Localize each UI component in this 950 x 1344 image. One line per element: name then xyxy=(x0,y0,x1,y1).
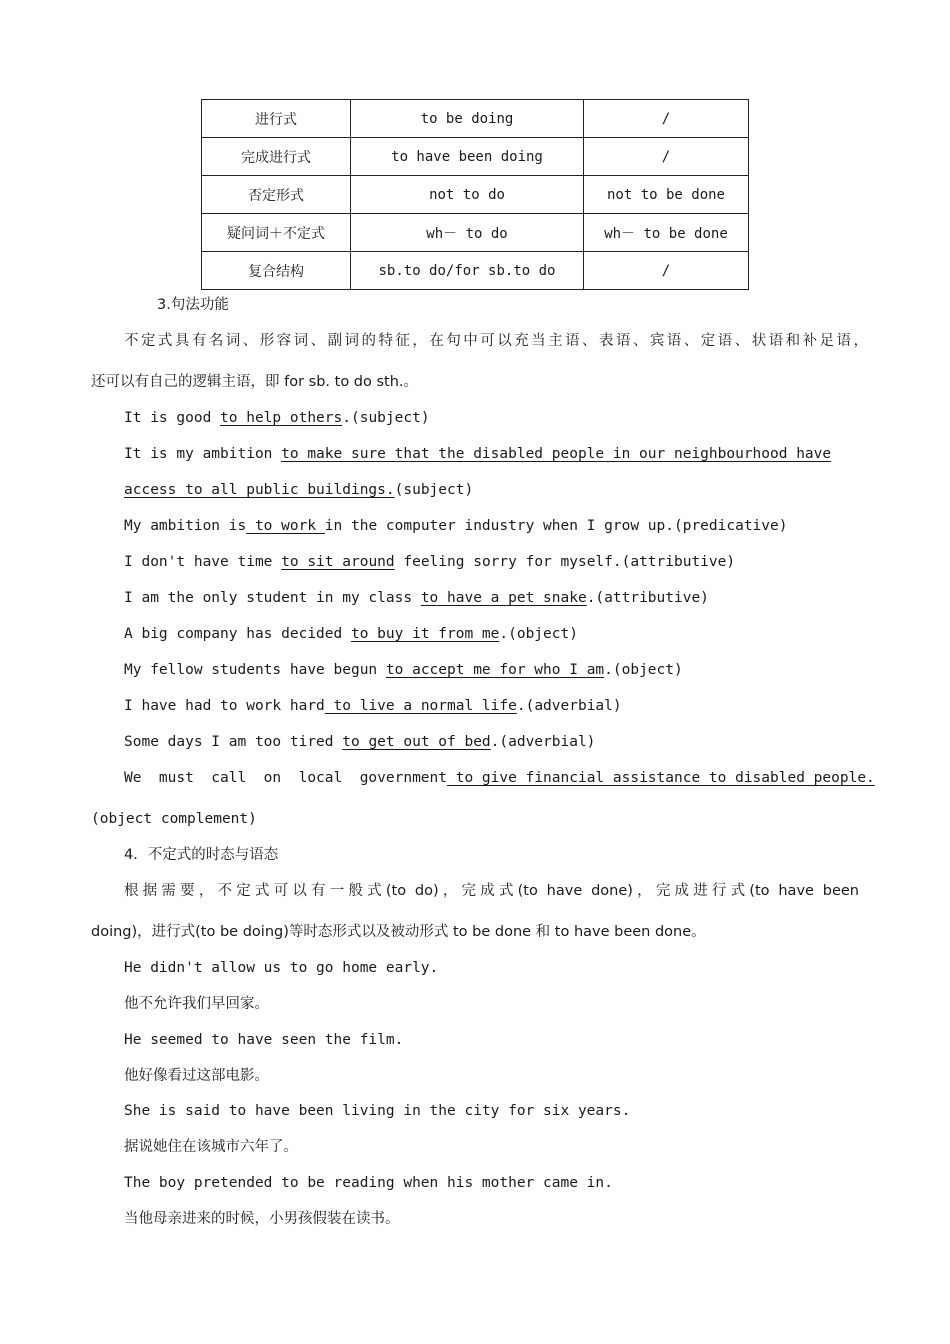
active-form-cell: not to do xyxy=(351,176,584,214)
example-sentence: It is my ambition to make sure that the disabled people in our neighbourhood have xyxy=(124,446,832,462)
table-row xyxy=(202,176,749,214)
underlined-infinitive: to give financial assistance to disabled people. xyxy=(447,770,875,786)
example-sentence: It is good to help others.(subject) xyxy=(124,410,430,426)
paragraph-line: doing)，进行式(to be doing)等时态形式以及被动形式 to be done 和 to have been done。 xyxy=(91,924,706,940)
chinese-translation: 当他母亲进来的时候，小男孩假装在读书。 xyxy=(124,1211,400,1227)
example-sentence: I don't have time to sit around feeling sorry for myself.(attributive) xyxy=(124,554,736,570)
active-form-cell: wh－ to do xyxy=(351,214,584,252)
passive-form-cell: wh－ to be done xyxy=(584,214,749,252)
paragraph-line: 不定式具有名词、形容词、副词的特征，在句中可以充当主语、表语、宾语、定语、状语和补足语， xyxy=(124,333,868,349)
passive-form-cell: / xyxy=(584,100,749,138)
english-example: He seemed to have seen the film. xyxy=(124,1032,404,1048)
example-sentence: access to all public buildings.(subject) xyxy=(124,482,474,498)
example-sentence: My fellow students have begun to accept me for who I am.(object) xyxy=(124,662,683,678)
underlined-infinitive: to get out of bed xyxy=(342,734,491,750)
passive-form-cell: / xyxy=(584,138,749,176)
form-name-cell: 否定形式 xyxy=(202,176,351,214)
underlined-infinitive: to work xyxy=(246,518,325,534)
english-example: She is said to have been living in the city for six years. xyxy=(124,1103,631,1119)
active-form-cell: sb.to do/for sb.to do xyxy=(351,252,584,290)
form-name-cell: 进行式 xyxy=(202,100,351,138)
form-name-cell: 完成进行式 xyxy=(202,138,351,176)
paragraph-line: 还可以有自己的逻辑主语，即 for sb. to do sth.。 xyxy=(91,374,419,390)
table-row xyxy=(202,100,749,138)
infinitive-forms-table xyxy=(201,99,749,290)
underlined-infinitive: to have a pet snake xyxy=(420,590,587,606)
section-heading: 4．不定式的时态与语态 xyxy=(124,847,279,863)
underlined-infinitive: to help others xyxy=(220,410,343,426)
example-sentence: My ambition is to work in the computer industry when I grow up.(predicative) xyxy=(124,518,788,534)
example-sentence: Some days I am too tired to get out of bed.(adverbial) xyxy=(124,734,596,750)
active-form-cell: to be doing xyxy=(351,100,584,138)
chinese-translation: 据说她住在该城市六年了。 xyxy=(124,1139,298,1155)
underlined-infinitive: to buy it from me xyxy=(350,626,500,642)
underlined-infinitive: to live a normal life xyxy=(324,698,517,714)
example-sentence: I have had to work hard to live a normal life.(adverbial) xyxy=(124,698,622,714)
example-sentence: A big company has decided to buy it from me.(object) xyxy=(124,626,578,642)
table-row xyxy=(202,214,749,252)
section-heading: 3.句法功能 xyxy=(157,297,229,313)
english-example: The boy pretended to be reading when his mother came in. xyxy=(124,1175,613,1191)
underlined-infinitive: to accept me for who I am xyxy=(385,662,605,678)
table-row xyxy=(202,138,749,176)
passive-form-cell: not to be done xyxy=(584,176,749,214)
paragraph-line: 根据需要，不定式可以有一般式(to do)，完成式(to have done)，完成进行式(to have been xyxy=(124,883,859,899)
chinese-translation: 他好像看过这部电影。 xyxy=(124,1068,269,1084)
example-sentence: We must call on local government to give financial assistance to disabled people. xyxy=(124,770,875,786)
form-name-cell: 疑问词＋不定式 xyxy=(202,214,351,252)
passive-form-cell: / xyxy=(584,252,749,290)
underlined-infinitive: to sit around xyxy=(281,554,395,570)
underlined-infinitive: to make sure that the disabled people in our neighbourhood have xyxy=(281,446,832,462)
example-sentence: (object complement) xyxy=(91,811,257,827)
active-form-cell: to have been doing xyxy=(351,138,584,176)
english-example: He didn't allow us to go home early. xyxy=(124,960,439,976)
form-name-cell: 复合结构 xyxy=(202,252,351,290)
example-sentence: I am the only student in my class to have a pet snake.(attributive) xyxy=(124,590,709,606)
underlined-infinitive: access to all public buildings. xyxy=(124,482,395,498)
table-row xyxy=(202,252,749,290)
chinese-translation: 他不允许我们早回家。 xyxy=(124,996,269,1012)
